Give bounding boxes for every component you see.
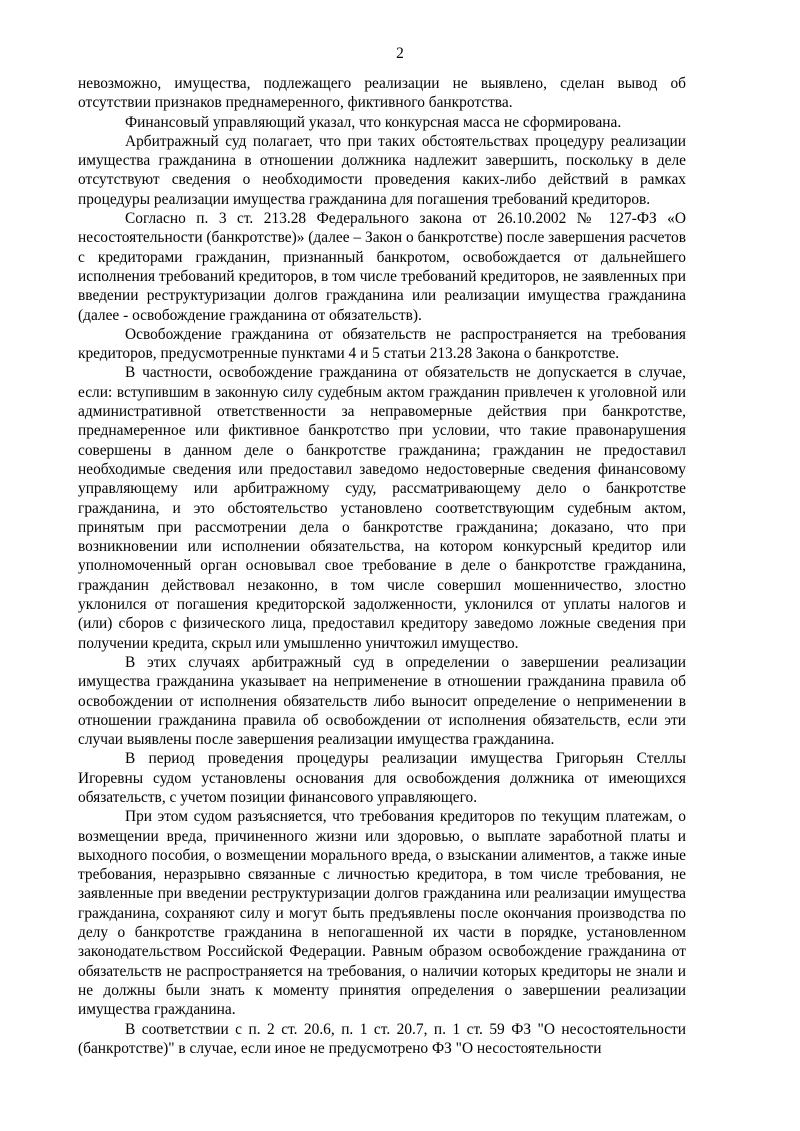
- paragraph-non-application: В этих случаях арбитражный суд в определении о завершении реализации имущества гражданина указывает на неприменение в отношении гражданина правила об освобождении от исполнения обязательств либо выносит определение о неприменении в отношении гражданина правила об освобождении от исполнения обязательств, если эти случаи выявлены после завершения реализации имущества гражданина.: [78, 653, 686, 749]
- paragraph-estate-not-formed: Финансовый управляющий указал, что конкурсная масса не сформирована.: [125, 113, 622, 131]
- paragraph-court-position: Арбитражный суд полагает, что при таких обстоятельствах процедуру реализации имущества гражданина в отношении должника надлежит завершить, поскольку в деле отсутствуют сведения о необходимости проведения каких-либо действий в рамках процедуры реализации имущества гражданина для погашения требований кредиторов.: [78, 132, 686, 208]
- page-number: 2: [396, 45, 404, 62]
- paragraph-exceptions: В частности, освобождение гражданина от обязательств не допускается в случае, если: вступившим в законную силу судебным актом гражданин привлечен к уголовной или административной ответственности за неправомерные действия при банкротстве, преднамеренное или фиктивное банкротство при условии, что такие правонарушения совершены в данном деле о банкротстве гражданина; гражданин не предоставил необходимые сведения или предоставил заведомо недостоверные сведения финансовому управляющему или арбитражному суду, рассматривающему дело о банкротстве гражданина, и это обстоятельство установлено соответствующим судебным актом, принятым при рассмотрении дела о банкротстве гражданина; доказано, что при возникновении или исполнении обязательства, на котором конкурсный кредитор или уполномоченный орган основывал свое требование в деле о банкротстве гражданина, гражданин действовал незаконно, в том числе совершил мошенничество, злостно уклонился от погашения кредиторской задолженности, уклонился от уплаты налогов и (или) сборов с физического лица, предоставил кредитору заведомо ложные сведения при получении кредита, скрыл или умышленно уничтожил имущество.: [78, 364, 686, 652]
- paragraph-art-20-6: В соответствии с п. 2 ст. 20.6, п. 1 ст. 20.7, п. 1 ст. 59 ФЗ "О несостоятельности (банкротстве)" в случае, если иное не предусмотрено ФЗ "О несостоятельности: [78, 1020, 686, 1057]
- paragraph-continuation: невозможно, имущества, подлежащего реализации не выявлено, сделан вывод об отсутствии признаков преднамеренного, фиктивного банкротства.: [78, 75, 686, 112]
- paragraph-grounds-established: В период проведения процедуры реализации имущества Григорьян Стеллы Игоревны судом установлены основания для освобождения должника от имеющихся обязательств, с учетом позиции финансового управляющего.: [78, 750, 686, 806]
- paragraph-law-213-28: Согласно п. 3 ст. 213.28 Федерального закона от 26.10.2002 № 127-ФЗ «О несостоятельности (банкротстве)» (далее – Закон о банкротстве) после завершения расчетов с кредиторами гражданин, признанный банкротом, освобождается от дальнейшего исполнения требований кредиторов, в том числе требований кредиторов, не заявленных при введении реструктуризации долгов гражданина или реализации имущества гражданина (далее - освобождение гражданина от обязательств).: [78, 210, 686, 324]
- paragraph-release-limits: Освобождение гражданина от обязательств не распространяется на требования кредиторов, предусмотренные пунктами 4 и 5 статьи 213.28 Закона о банкротстве.: [78, 325, 686, 363]
- paragraph-clarification: При этом судом разъясняется, что требования кредиторов по текущим платежам, о возмещении вреда, причиненного жизни или здоровью, о выплате заработной платы и выходного пособия, о возмещении морального вреда, о взыскании алиментов, а также иные требования, неразрывно связанные с личностью кредитора, в том числе требования, не заявленные при введении реструктуризации долгов гражданина или реализации имущества гражданина, сохраняют силу и могут быть предъявлены после окончания производства по делу о банкротстве гражданина в непогашенной их части в порядке, установленном законодательством Российской Федерации. Равным образом освобождение гражданина от обязательств не распространяется на требования, о наличии которых кредиторы не знали и не должны были знать к моменту принятия определения о завершении реализации имущества гражданина.: [78, 808, 686, 1019]
- document-body: [78, 74, 686, 1058]
